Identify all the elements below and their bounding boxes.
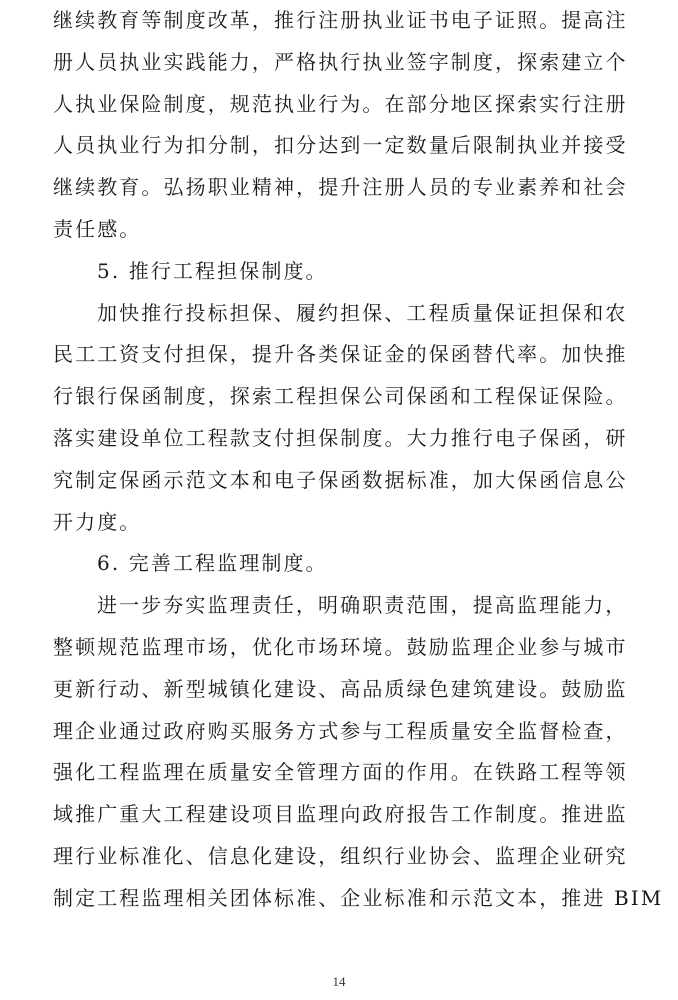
line-text: 人员执业行为扣分制，扣分达到一定数量后限制执业并接受 [53,133,628,158]
line-text: 行银行保函制度，探索工程担保公司保函和工程保证保险。 [53,384,628,409]
text-line [0,84,678,126]
heading-text: 5. 推行工程担保制度。 [97,258,328,283]
text-line [0,752,678,794]
text-line [0,627,678,669]
text-line [0,293,678,335]
heading-text: 6. 完善工程监理制度。 [97,551,328,576]
line-text: 整顿规范监理市场，优化市场环境。鼓励监理企业参与城市 [53,635,628,659]
section-heading [0,543,678,585]
line-text: 开力度。 [53,509,142,534]
line-text: 域推广重大工程建设项目监理向政府报告工作制度。推进监 [53,802,628,827]
text-line [0,209,678,251]
line-text: 理企业通过政府购买服务方式参与工程质量安全监督检查， [53,718,628,743]
text-line [0,125,678,167]
line-text: 册人员执业实践能力，严格执行执业签字制度，探索建立个 [53,49,628,74]
line-text: 理行业标准化、信息化建设，组织行业协会、监理企业研究 [53,844,628,868]
text-line [0,0,678,42]
line-text: 制定工程监理相关团体标准、企业标准和示范文本，推进 BIM [53,885,664,910]
text-line [0,502,678,544]
text-line [0,376,678,418]
text-line [0,585,678,627]
line-text: 责任感。 [53,217,142,241]
text-line [0,42,678,84]
line-text: 进一步夯实监理责任，明确职责范围，提高监理能力， [97,593,628,618]
line-text: 落实建设单位工程款支付担保制度。大力推行电子保函，研 [53,426,628,450]
text-line [0,794,678,836]
line-text: 继续教育。弘扬职业精神，提升注册人员的专业素养和社会 [53,175,628,200]
page-number: 14 [332,974,346,989]
line-text: 强化工程监理在质量安全管理方面的作用。在铁路工程等领 [53,760,628,785]
text-line [0,334,678,376]
line-text: 加快推行投标担保、履约担保、工程质量保证担保和农 [97,300,628,325]
line-text: 更新行动、新型城镇化建设、高品质绿色建筑建设。鼓励监 [53,676,628,701]
line-text: 民工工资支付担保，提升各类保证金的保函替代率。加快推 [53,342,628,367]
text-line [0,836,678,878]
line-text: 究制定保函示范文本和电子保函数据标准，加大保函信息公 [53,467,628,492]
text-line [0,460,678,502]
section-heading [0,251,678,293]
text-line [0,418,678,460]
text-line [0,167,678,209]
line-text: 人执业保险制度，规范执业行为。在部分地区探索实行注册 [53,91,628,116]
text-line [0,669,678,711]
text-line [0,711,678,753]
line-text: 继续教育等制度改革，推行注册执业证书电子证照。提高注 [53,8,628,32]
text-line [0,878,678,920]
